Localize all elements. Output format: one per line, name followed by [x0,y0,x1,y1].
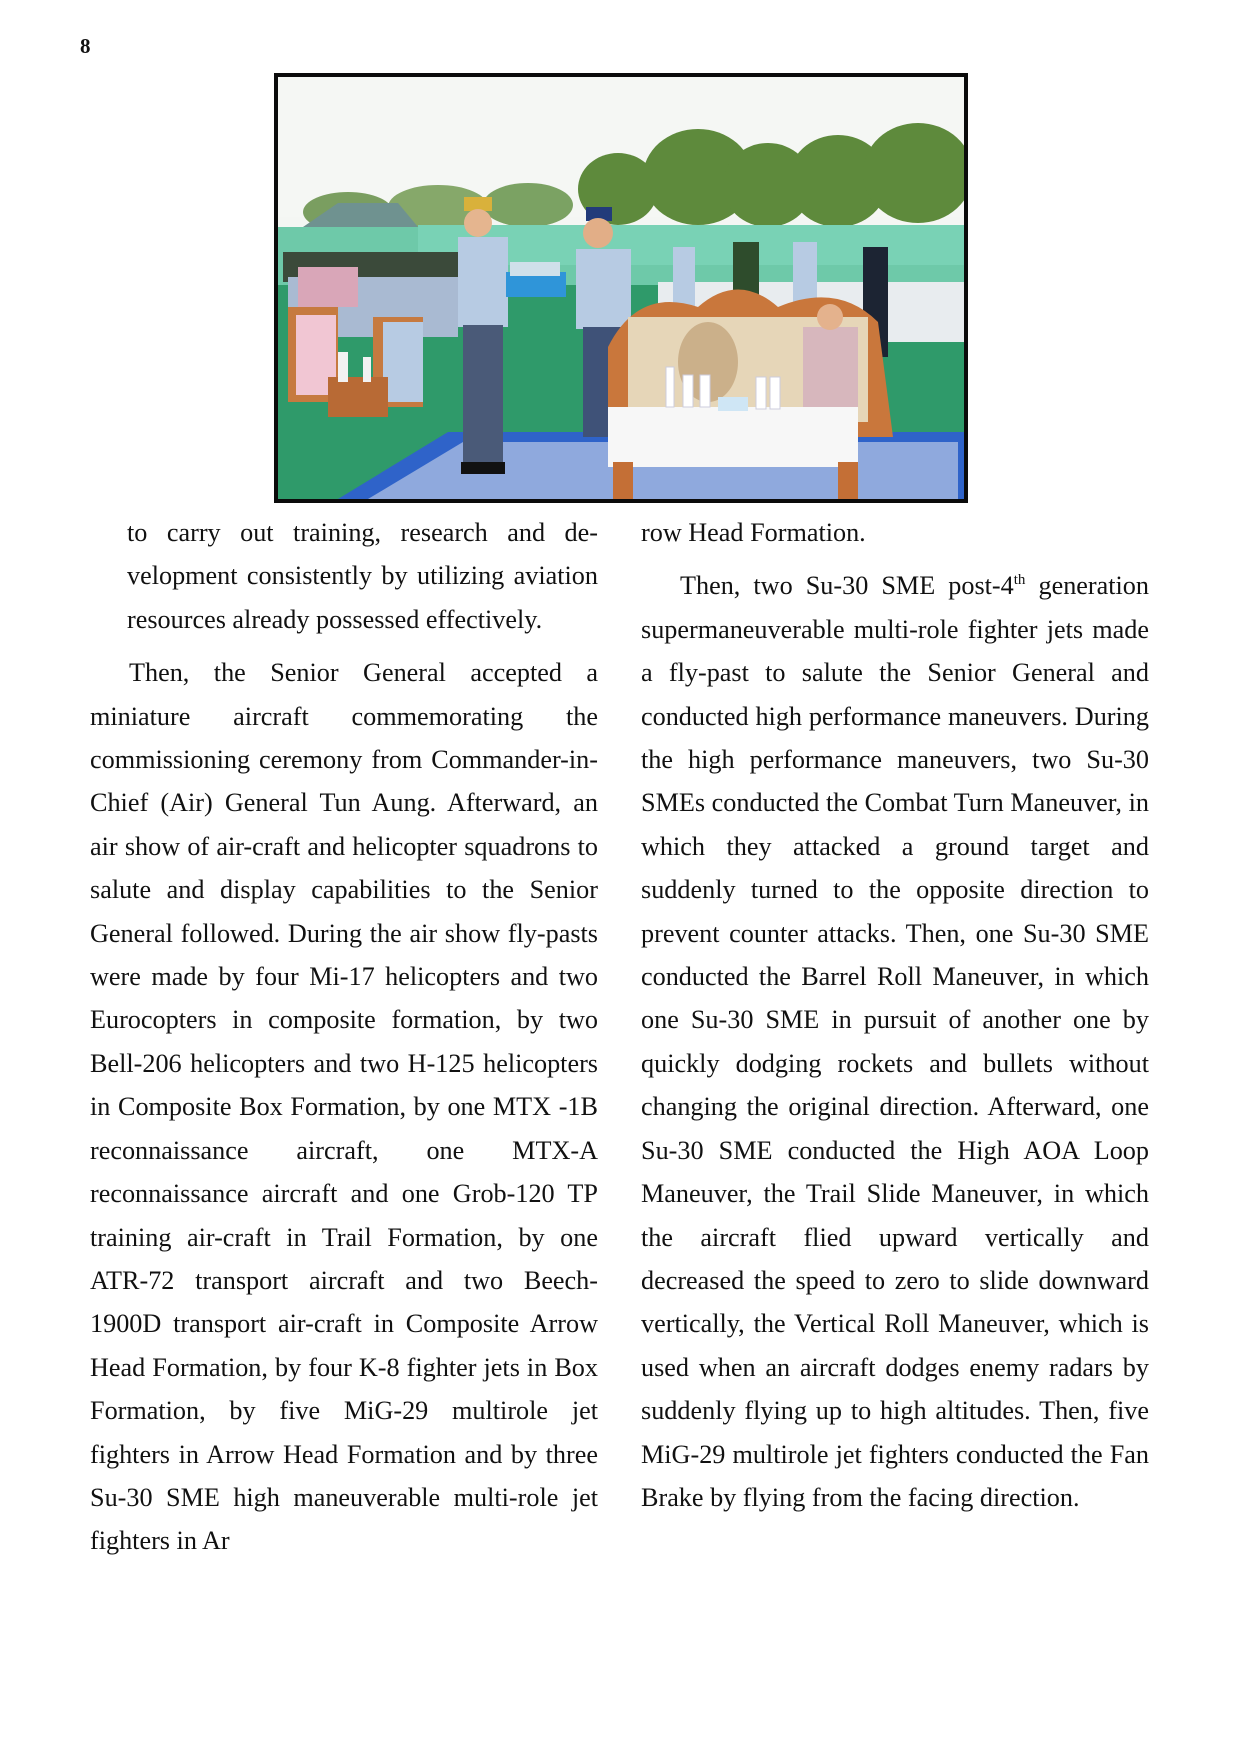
photo-illustration [278,77,964,499]
paragraph-air-show: Then, the Senior General accepted a miniature aircraft commemorating the commissioning ceremony from Commander-in-Chief (Air) General Tun Aung. Afterward, an air show of air-craft and helicopter squadrons to salute and display capabilities to the Senior General followed. During the air show fly-pasts were made by four Mi-17 helicopters and two Eurocopters in composite formation, by two Bell-206 helicopters and two H-125 helicopters in Composite Box Formation, by one MTX -1B reconnaissance aircraft, one MTX-A reconnaissance aircraft and one Grob-120 TP training air-craft in Trail Formation, by one ATR-72 transport aircraft and two Beech-1900D transport air-craft in Composite Arrow Head Formation, by four K-8 fighter jets in Box Formation, by five MiG-29 multirole jet fighters in Arrow Head Formation and by three Su-30 SME high maneuverable multi-role jet fighters in Ar [90,658,598,1556]
presenting-officer [458,197,508,474]
paragraph-continuation-end: row Head Formation. [641,518,866,547]
maneuvers-text-rest: generation supermaneuverable multi-role fighter jets made a fly-past to salute the Senior General and conducted high performance maneuvers. During the high performance maneuvers, two Su-30 SMEs conducted the Combat Turn Maneuver, in which they attacked a ground target and suddenly turned to the opposite direction to prevent counter attacks. Then, one Su-30 SME conducted the Barrel Roll Maneuver, in which one Su-30 SME in pursuit of another one by quickly dodging rockets and bullets without changing the original direction. Afterward, one Su-30 SME conducted the High AOA Loop Maneuver, the Trail Slide Maneuver, in which the aircraft flied upward vertically and decreased the speed to zero to slide downward vertically, the Vertical Roll Maneuver, which is used when an aircraft dodges enemy radars by suddenly flying up to high altitudes. Then, five MiG-29 multirole jet fighters conducted the Fan Brake by flying from the facing direction. [641,571,1149,1512]
left-text-column [90,511,598,1563]
ordinal-superscript: th [1013,572,1026,589]
ceremony-photo [274,73,968,503]
paragraph-maneuvers [641,564,1149,1519]
maneuvers-text-start: Then, two Su-30 SME post-4 [680,571,1014,601]
page-number: 8 [80,34,91,58]
paragraph-continuation: to carry out training, research and development consistently by utilizing aviation resources already possessed effectively. [127,518,598,634]
right-text-column [641,511,1149,1519]
